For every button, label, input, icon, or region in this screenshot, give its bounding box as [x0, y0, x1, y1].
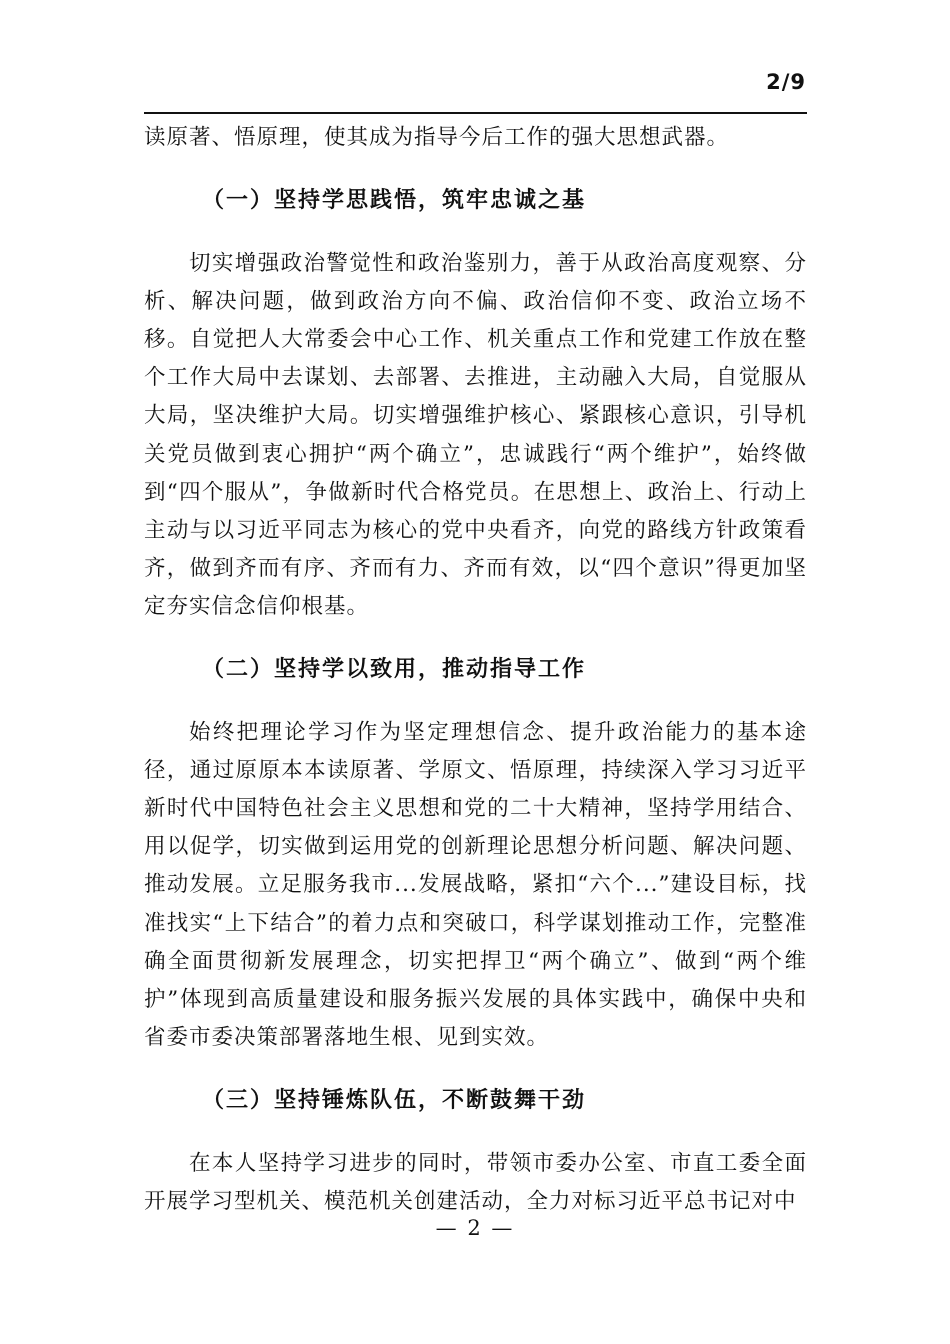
section-1-heading: （一）坚持学思践悟，筑牢忠诚之基 — [202, 188, 587, 214]
header-rule — [144, 112, 807, 114]
footer-page-number: — 2 — — [435, 1216, 515, 1240]
section-2-heading: （二）坚持学以致用，推动指导工作 — [202, 657, 587, 683]
page-counter: 2/9 — [766, 70, 806, 94]
lead-paragraph: 读原著、悟原理，使其成为指导今后工作的强大思想武器。 — [144, 125, 730, 150]
section-3-heading: （三）坚持锤炼队伍，不断鼓舞干劲 — [202, 1087, 587, 1113]
section-3-paragraph: 在本人坚持学习进步的同时，带领市委办公室、市直工委全面开展学习型机关、模范机关创建活动，全力对标习近平总书记对中 — [144, 1150, 807, 1214]
document-body — [144, 119, 807, 1221]
section-2-paragraph: 始终把理论学习作为坚定理想信念、提升政治能力的基本途径，通过原原本本读原著、学原文、悟原理，持续深入学习习近平新时代中国特色社会主义思想和党的二十大精神，坚持学用结合、用以促学，切实做到运用党的创新理论思想分析问题、解决问题、推动发展。立足服务我市...发展战略，紧扣“六个...”建设目标，找准找实“上下结合”的着力点和突破口，科学谋划推动工作，完整准确全面贯彻新发展理念，切实把捍卫“两个确立”、做到“两个维护”体现到高质量建设和服务振兴发展的具体实践中，确保中央和省委市委决策部署落地生根、见到实效。 — [144, 720, 807, 1050]
section-1-paragraph: 切实增强政治警觉性和政治鉴别力，善于从政治高度观察、分析、解决问题，做到政治方向不偏、政治信仰不变、政治立场不移。自觉把人大常委会中心工作、机关重点工作和党建工作放在整个工作大局中去谋划、去部署、去推进，主动融入大局，自觉服从大局，坚决维护大局。切实增强维护核心、紧跟核心意识，引导机关党员做到衷心拥护“两个确立”，忠诚践行“两个维护”，始终做到“四个服从”，争做新时代合格党员。在思想上、政治上、行动上主动与以习近平同志为核心的党中央看齐，向党的路线方针政策看齐，做到齐而有序、齐而有力、齐而有效，以“四个意识”得更加坚定夯实信念信仰根基。 — [144, 251, 807, 619]
